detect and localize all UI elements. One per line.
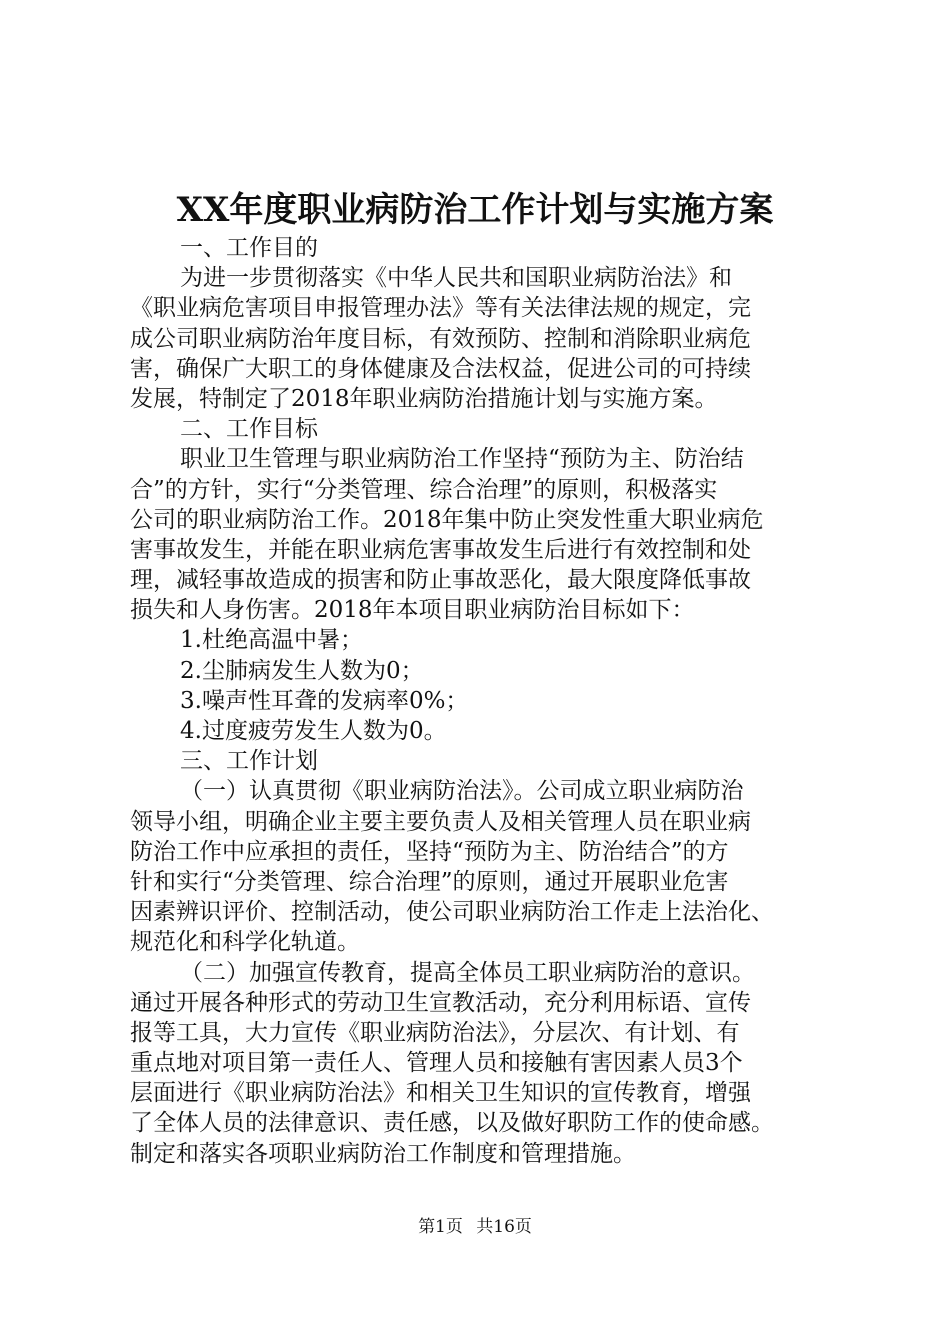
paragraph-line: 合”的方针，实行“分类管理、综合治理”的原则，积极落实 <box>130 476 718 503</box>
paragraph-line: 成公司职业病防治年度目标，有效预防、控制和消除职业病危 <box>130 325 751 352</box>
paragraph-line: 层面进行《职业病防治法》和相关卫生知识的宣传教育，增强 <box>130 1080 751 1107</box>
section-heading-goals: 二、工作目标 <box>180 416 318 443</box>
page-number: 第1页 <box>418 1217 463 1237</box>
page-total: 共16页 <box>476 1217 532 1237</box>
paragraph-line: 为进一步贯彻落实《中华人民共和国职业病防治法》和 <box>180 265 732 292</box>
paragraph-line: 公司的职业病防治工作。2018年集中防止突发性重大职业病危 <box>130 506 764 533</box>
page-footer <box>0 1215 950 1239</box>
paragraph-line: 防治工作中应承担的责任，坚持“预防为主、防治结合”的方 <box>130 838 729 865</box>
goal-list-item: 4.过度疲劳发生人数为0。 <box>180 718 447 744</box>
paragraph-line: 通过开展各种形式的劳动卫生宣教活动，充分利用标语、宣传 <box>130 989 751 1016</box>
paragraph-line: 职业卫生管理与职业病防治工作坚持“预防为主、防治结 <box>180 446 744 473</box>
paragraph-line: 了全体人员的法律意识、责任感，以及做好职防工作的使命感。 <box>130 1110 774 1137</box>
paragraph-line: 害，确保广大职工的身体健康及合法权益，促进公司的可持续 <box>130 355 751 382</box>
section-heading-plan: 三、工作计划 <box>180 748 318 775</box>
paragraph-line: 《职业病危害项目申报管理办法》等有关法律法规的规定，完 <box>130 295 751 322</box>
paragraph-line: 领导小组，明确企业主要主要负责人及相关管理人员在职业病 <box>130 808 751 835</box>
goal-list-item: 2.尘肺病发生人数为0； <box>180 657 424 684</box>
document-title: XX年度职业病防治工作计划与实施方案 <box>176 190 774 230</box>
section-heading-purpose: 一、工作目的 <box>180 235 318 261</box>
goal-list-item: 1.杜绝高温中暑； <box>180 627 363 654</box>
paragraph-line: 发展，特制定了2018年职业病防治措施计划与实施方案。 <box>130 385 718 412</box>
paragraph-line: 制定和落实各项职业病防治工作制度和管理措施。 <box>130 1140 636 1167</box>
document-body <box>130 233 830 1169</box>
paragraph-line: （一）认真贯彻《职业病防治法》。公司成立职业病防治 <box>180 778 744 805</box>
paragraph-line: 因素辨识评价、控制活动，使公司职业病防治工作走上法治化、 <box>130 899 774 926</box>
paragraph-line: （二）加强宣传教育，提高全体员工职业病防治的意识。 <box>180 959 755 986</box>
goal-list-item: 3.噪声性耳聋的发病率0%； <box>180 687 469 714</box>
paragraph-line: 规范化和科学化轨道。 <box>130 929 360 956</box>
paragraph-line: 理，减轻事故造成的损害和防止事故恶化，最大限度降低事故 <box>130 567 751 594</box>
paragraph-line: 报等工具，大力宣传《职业病防治法》，分层次、有计划、有 <box>130 1019 740 1046</box>
paragraph-line: 损失和人身伤害。2018年本项目职业病防治目标如下： <box>130 597 695 624</box>
paragraph-line: 害事故发生，并能在职业病危害事故发生后进行有效控制和处 <box>130 536 751 563</box>
paragraph-line: 针和实行“分类管理、综合治理”的原则，通过开展职业危害 <box>130 868 729 895</box>
paragraph-line: 重点地对项目第一责任人、管理人员和接触有害因素人员3个 <box>130 1050 743 1077</box>
